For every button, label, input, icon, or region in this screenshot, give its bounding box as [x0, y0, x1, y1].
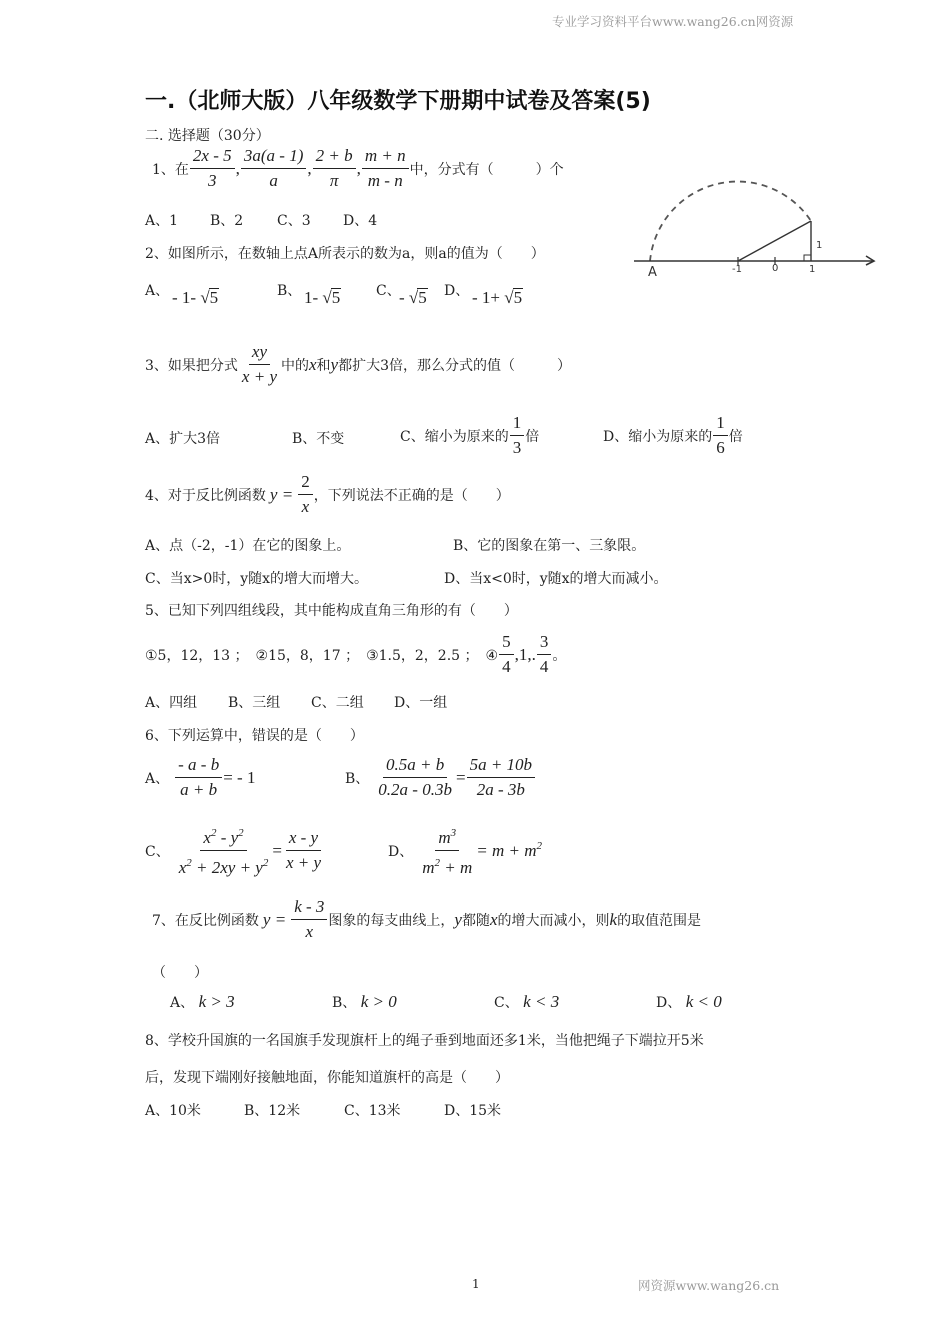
- question-2: 2、如图所示，在数轴上点A所表示的数为a，则a的值为（ ）: [145, 246, 545, 262]
- q3-option-a: A、扩大3倍: [145, 431, 221, 447]
- q6-option-a: A、 $\frac{- a - b}{a + b}$ = - 1: [145, 755, 256, 799]
- q1-option-b: B、2: [210, 213, 244, 229]
- q1-option-d: D、4: [343, 213, 378, 229]
- question-4: 4、对于反比例函数 y = $\frac{2}{x}$ ，下列说法不正确的是（ ）: [145, 472, 510, 516]
- question-5: 5、已知下列四组线段，其中能构成直角三角形的有（ ）: [145, 603, 518, 619]
- fraction-expr: $\frac{xy}{x + y}$: [241, 342, 277, 386]
- q1-option-a: A、1: [145, 213, 179, 229]
- q5-option-a: A、四组: [145, 695, 198, 711]
- tick-label: 0: [772, 263, 779, 274]
- hypotenuse: [738, 221, 811, 261]
- q5-option-c: C、二组: [311, 695, 364, 711]
- q8-option-b: B、12米: [244, 1103, 301, 1119]
- header-source: 专业学习资料平台www.wang26.cn网资源: [552, 14, 794, 29]
- q7-option-d: D、 k < 0: [656, 992, 722, 1011]
- question-8-line2: 后，发现下端刚好接触地面，你能知道旗杆的高是（ ）: [145, 1070, 509, 1086]
- number-line-figure: [628, 164, 880, 284]
- q7-option-c: C、 k < 3: [494, 992, 560, 1011]
- question-7: 7、在反比例函数 y = $\frac{k - 3}{x}$ 图象的每支曲线上， y 都随 x 的增大而减小，则 k 的取值范围是: [152, 897, 702, 941]
- q8-option-d: D、15米: [444, 1103, 502, 1119]
- q7-option-a: A、 k > 3: [170, 992, 235, 1011]
- q5-option-d: D、一组: [394, 695, 448, 711]
- section-heading: 二. 选择题（30分）: [145, 128, 270, 144]
- question-6: 6、下列运算中，错误的是（ ）: [145, 728, 364, 744]
- page-number: 1: [472, 1277, 480, 1291]
- fraction-expr: $\frac{2 + b}{\pi}$: [313, 146, 356, 191]
- q7-paren: （ ）: [152, 965, 208, 981]
- q5-option-b: B、三组: [228, 695, 281, 711]
- q2-option-d: - 1+ √5: [472, 288, 523, 307]
- q5-groups: ①5，12，13 ； ②15，8，17 ； ③1.5，2，2.5 ； ④ $\frac{5}{4}$ ,1,. $\frac{3}{4}$ 。: [145, 632, 567, 676]
- q6-option-d: D、 $\frac{m^3}{m^2 + m}$ = $m + m^2$: [388, 823, 542, 878]
- q3-option-d: D、缩小为原来的 $\frac{1}{6}$ 倍: [603, 413, 743, 457]
- q8-option-a: A、10米: [145, 1103, 201, 1119]
- tick-label: 1: [809, 264, 816, 275]
- fraction-expr: $\frac{m + n}{m - n}$: [362, 146, 409, 191]
- q4-option-c: C、当x>0时，y随x的增大而增大。: [145, 571, 369, 587]
- footer-source: 网资源www.wang26.cn: [638, 1278, 780, 1293]
- fraction-expr: $\frac{3a(a - 1)}{a}$: [241, 146, 306, 191]
- q3-option-c: C、缩小为原来的 $\frac{1}{3}$ 倍: [400, 413, 540, 457]
- q3-option-b: B、不变: [292, 431, 345, 447]
- q1-option-c: C、3: [277, 213, 311, 229]
- q4-option-b: B、它的图象在第一、三象限。: [453, 538, 646, 554]
- q4-option-a: A、点（-2，-1）在它的图象上。: [145, 538, 351, 554]
- question-3: 3、如果把分式 $\frac{xy}{x + y}$ 中的 x 和 y 都扩大3倍，那么分式的值（ ）: [145, 342, 571, 386]
- page-title: 一.（北师大版）八年级数学下册期中试卷及答案(5): [145, 89, 651, 114]
- q6-option-c: C、 $\frac{x^2 - y^2}{x^2 + 2xy + y^2}$ = $\frac{x - y}{x + y}$: [145, 823, 325, 878]
- q7-option-b: B、 k > 0: [332, 992, 397, 1011]
- q6-option-b: B、 $\frac{0.5a + b}{0.2a - 0.3b}$ = $\frac{5a + 10b}{2a - 3b}$: [345, 755, 536, 800]
- q8-option-c: C、13米: [344, 1103, 401, 1119]
- q2-option-b: 1- √5: [304, 288, 341, 307]
- fraction-expr: $\frac{2x - 5}{3}$: [190, 146, 235, 191]
- dashed-arc: [650, 182, 811, 261]
- tick-label: -1: [732, 264, 742, 275]
- question-1: 1、在 $\frac{2x - 5}{3}$ , $\frac{3a(a - 1)}{a}$ , $\frac{2 + b}{\pi}$ , $\frac{m + n}{m - n}$ 中，分式有（ ）个: [152, 146, 564, 190]
- q2-option-a: - 1- √5: [172, 288, 219, 307]
- height-label: 1: [816, 240, 823, 251]
- q4-option-d: D、当x<0时，y随x的增大而减小。: [444, 571, 668, 587]
- question-8-line1: 8、学校升国旗的一名国旗手发现旗杆上的绳子垂到地面还多1米，当他把绳子下端拉开5米: [145, 1033, 704, 1049]
- q2-option-c: - √5: [399, 288, 427, 307]
- point-a-label: A: [648, 265, 657, 280]
- right-angle-mark: [804, 255, 811, 261]
